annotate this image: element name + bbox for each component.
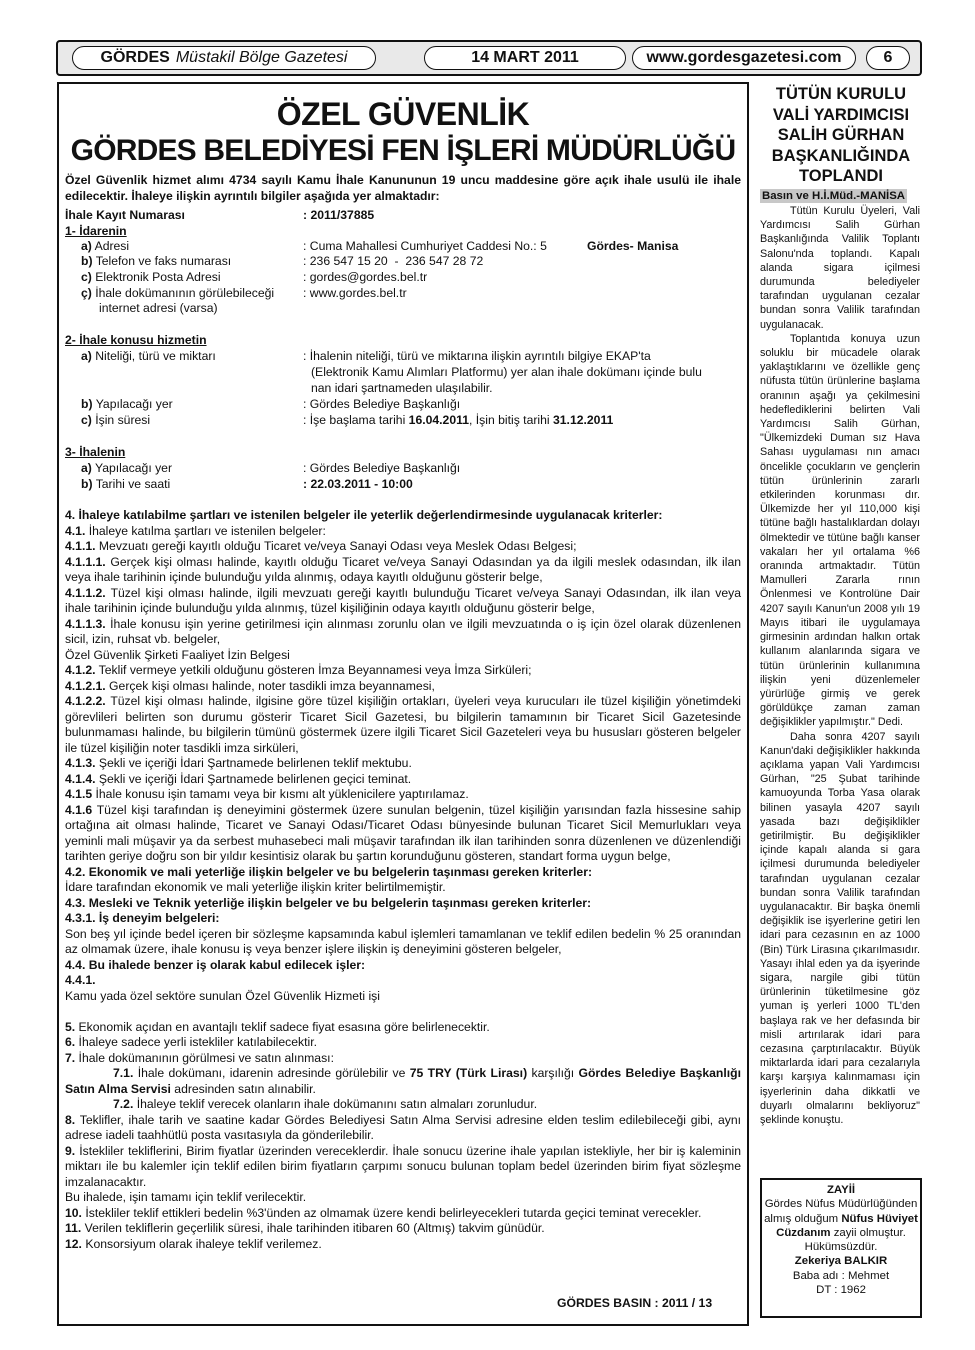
s4113-extra: Özel Güvenlik Şirketi Faaliyet İzin Belgesi	[65, 647, 290, 662]
sec2-b-value: : Gördes Belediye Başkanlığı	[303, 397, 461, 411]
sec1-a-value: : Cuma Mahallesi Cumhuriyet Caddesi No.: 5	[303, 239, 547, 253]
brand-tagline: Müstakil Bölge Gazetesi	[175, 49, 348, 66]
s441-text: Kamu yada özel sektöre sunulan Özel Güvenlik Hizmeti işi	[65, 988, 380, 1003]
sec2-c-label: c) İşin süresi	[81, 413, 151, 427]
s431-text: Son beş yıl içinde bedel içeren bir sözleşme kapsamında kabul işlemleri tamamlanan ve teklif edilen bedelin % 25 oranından az olmamak üzere, ihale konusu iş veya benzer işlere ilişkin iş deneyimini gösteren belgeler,	[65, 926, 741, 956]
lost-document-notice	[760, 1178, 922, 1318]
s7: 7. İhale dokümanının görülmesi ve satın alınması:	[65, 1050, 334, 1065]
side-paragraph: Tütün Kurulu Üyeleri, Vali Yardımcısı Salih Gürhan Başkanlığında Valilik Toplantı Salonu'nda toplandı. Kapalı alanda sigara içilmesi durumunda belediyeler tarafından uygulanan cezalar bundan sonra Valilik tarafından uygulanacak.	[760, 205, 920, 331]
sec2-a-label: a) Niteliği, türü ve miktarı	[81, 349, 216, 363]
press-code: GÖRDES BASIN : 2011 / 13	[557, 1296, 713, 1310]
side-title-line: BAŞKANLIĞINDA	[771, 146, 911, 165]
s413: 4.1.3. Şekli ve içeriği İdari Şartnamede belirlenen teklif mektubu.	[65, 756, 412, 770]
s10: 10. İstekliler teklif ettikleri bedelin %3'ünden az olmamak üzere kendi belirleyecekleri tutarda geçici teminat verecekler.	[65, 1205, 702, 1220]
zayi-title: ZAYİİ	[826, 1184, 856, 1196]
side-title-line: VALİ YARDIMCISI	[772, 105, 910, 124]
s411: 4.1.1. Mevzuatı gereği kayıtlı olduğu Ticaret ve/veya Sanayi Odası veya Meslek Odası Belgesi;	[65, 539, 577, 553]
sec3-b-label: b) Tarihi ve saati	[81, 477, 171, 491]
sec1-d-label: ç) İhale dokümanının görülebileceği	[81, 286, 275, 300]
sec3-a-label: a) Yapılacağı yer	[81, 461, 173, 475]
sec3-b-value: : 22.03.2011 - 10:00	[303, 477, 413, 491]
brand-name: GÖRDES	[100, 49, 170, 66]
s4-title: 4. İhaleye katılabilme şartları ve istenilen belgeler ile yeterlik değerlendirmesinde uygulanacak kriterler:	[65, 508, 663, 522]
s415: 4.1.5 İhale konusu işin tamamı veya bir kısmı alt yüklenicilere yaptırılamaz.	[65, 787, 469, 801]
s12: 12. Konsorsiyum olarak ihaleye teklif verilemez.	[65, 1236, 322, 1251]
s441-num: 4.4.1.	[65, 973, 96, 987]
kayit-value: : 2011/37885	[303, 208, 375, 222]
s6: 6. İhaleye sadece yerli istekliler katılabilecektir.	[65, 1035, 317, 1049]
sec1-c-value: : gordes@gordes.bel.tr	[303, 270, 428, 284]
s4122: 4.1.2.2. Tüzel kişi olması halinde, ilgisine göre tüzel kişiliğin ortakları, üyeleri veya kurucuları ile tüzel kişiliğin yönetimdeki görevlileri belirten son durumu gösterir Ticaret Sicil Gazetesi, bu bilgilerin tamamının bir Ticaret Sicil Gazetesinde bulunmaması halinde, bu bilgilerin tümünü göstermek üzere ilgili Ticaret Sicil Gazeteleri veya bu hususları gösteren belgeler ile tüzel kişiliğin noter tasdikli imza sirküleri,	[65, 694, 741, 755]
kayit-label: İhale Kayıt Numarası	[65, 208, 185, 222]
s4111: 4.1.1.1. Gerçek kişi olması halinde, kayıtlı olduğu Ticaret ve/veya Sanayi Odasından ya da ilgili meslek odasından, ilk ilan veya ihale tarihinin içinde bulunduğu yılda alınmış, odaya kayıtlı olduğunu gösterir belge,	[65, 554, 741, 584]
s41: 4.1. İhaleye katılma şartları ve istenilen belgeler:	[65, 523, 326, 538]
tender-notice	[57, 82, 749, 1326]
zayi-text: Gördes Nüfus Müdürlüğünden almış olduğum Nüfus Hüviyet Cüzdanım zayii olmuştur. Hükümsüzdür.	[764, 1198, 918, 1254]
sec3-a-value: : Gördes Belediye Başkanlığı	[303, 461, 461, 475]
s9: 9. İstekliler tekliflerini, Birim fiyatlar üzerinden vereceklerdir. İhale sonucu üzerine ihale yapılan istekliyle, her bir iş kaleminin miktarı ile bu kalemler için teklif edilen birim fiyatların çarpımı sonucu bulunan toplam bedel üzerinden birim fiyat sözleşme imzalanacaktır.	[65, 1143, 741, 1189]
s431-title: 4.3.1. İş deneyim belgeleri:	[65, 911, 220, 925]
issue-date: 14 MART 2011	[424, 46, 626, 70]
sec2-a-value-1: : İhalenin niteliği, türü ve miktarına ilişkin ayrıntılı bilgiye EKAP'ta	[303, 349, 651, 363]
masthead-pill	[72, 46, 376, 70]
s71: 7.1. İhale dokümanı, idarenin adresinde görülebilir ve 75 TRY (Türk Lirası) karşılığı Gördes Belediye Başkanlığı Satın Alma Servisi adresinden satın alınabilir.	[65, 1066, 741, 1096]
sec1-d-value: : www.gordes.bel.tr	[303, 286, 407, 300]
sec2-a-value-2: (Elektronik Kamu Alımları Platformu) yer alan ihale dokümanı içinde bulu	[311, 365, 702, 379]
s414: 4.1.4. Şekli ve içeriği İdari Şartnamede belirlenen geçici teminat.	[65, 771, 412, 786]
side-title-line: TOPLANDI	[798, 167, 884, 185]
s42-text: İdare tarafından ekonomik ve mali yeterliğe ilişkin kriter belirtilmemiştir.	[65, 880, 446, 894]
section-1-title: 1- İdarenin	[65, 224, 127, 238]
side-paragraph: Daha sonra 4207 sayılı Kanun'daki değişiklikler hakkında açıklama yapan Vali Yardımcısı Gürhan, "25 Şubat tarihinde kamuoyunda Torba Yasa olarak bilinen yasayla 4207 sayılı yasada bazı değişiklikler getirilmiştir. Bu değişiklikler içinde kapalı alanda si gara içilmesi durumunda belediyeler tarafından uygulanan cezalar bundan sonra Valilik tarafından uygulanacaktır. Bir başka önemli değişiklik ise işyerlerine getiri len idari para cezasının en az 1000 (Bin) Türk Lirasına çıkarılmasıdır. Yasayı ihlal eden ya da işyerinde sigara, nargile gibi tütün ürünlerinin tüketilmesine göz yuman iş yerleri 1000 TL'den başlaya rak ve her defasında bir misli artırılarak idari para cezasına çarptırılacaktır. Büyük miktarlarda idari para cezalarıyla karşı karşıya kalınmaması için işyerlerinin daha dikkatli ve duyarlı olmalarını bekliyoruz" şeklinde konuştu.	[760, 730, 920, 1126]
s44-title: 4.4. Bu ihalede benzer iş olarak kabul edilecek işler:	[65, 957, 366, 972]
s9-extra: Bu ihalede, işin tamamı için teklif verilecektir.	[65, 1190, 307, 1204]
page-number: 6	[866, 46, 910, 70]
page-header	[56, 40, 922, 76]
side-title-line: TÜTÜN KURULU	[775, 85, 907, 103]
sec1-b-value: : 236 547 15 20 - 236 547 28 72	[303, 254, 484, 268]
s412: 4.1.2. Teklif vermeye yetkili olduğunu gösteren İmza Beyannamesi veya İmza Sirküleri;	[65, 663, 532, 677]
side-article-title	[758, 84, 924, 187]
side-article-body	[760, 204, 920, 1127]
sec1-b-label: b) Telefon ve faks numarası	[81, 254, 232, 268]
side-source: Basın ve H.İ.Müd.-MANİSA	[762, 190, 906, 202]
s4112: 4.1.1.2. Tüzel kişi olması halinde, ilgili mevzuatı gereği kayıtlı bulunduğu Ticaret ve/veya Sanayi Odasından, ilk ilan veya ihale tarihinin içinde bulunduğu yılda alınmış, tüzel kişiliğinin odaya kayıtlı olduğunu gösterir belge,	[65, 585, 741, 615]
s416: 4.1.6 Tüzel kişi tarafından iş deneyimini göstermek üzere sunulan belgenin, tüzel kişiliğin yarısından fazla hissesine sahip ortağına ait olması halinde, Ticaret ve Sanayi Odası/Ticaret Odası bünyesinde bulunan Ticaret Sicil Memurlukları veya yeminli mali müşavir ya da serbest muhasebeci mali müşavir tarafından ilk ilan tarihinden sonra düzenlenen ve düzenlendiği tarihten geriye doğru son bir yıldır kesintisiz olarak bu şartın korunduğunu gösteren, standart forma uygun belge,	[65, 802, 741, 863]
s72: 7.2. İhaleye teklif verecek olanların ihale dokümanını satın almaları zorunludur.	[113, 1097, 538, 1111]
sec2-b-label: b) Yapılacağı yer	[81, 397, 173, 411]
notice-intro: Özel Güvenlik hizmet alımı 4734 sayılı Kamu İhale Kanununun 19 uncu maddesine göre açık ihale usulü ile ihale edilecektir. İhaleye ilişkin ayrıntılı bilgiler aşağıda yer almaktadır:	[65, 173, 741, 203]
sec1-d-label-2: internet adresi (varsa)	[99, 301, 218, 315]
notice-subtitle: GÖRDES BELEDİYESİ FEN İŞLERİ MÜDÜRLÜĞÜ	[70, 134, 736, 167]
notice-title: ÖZEL GÜVENLİK	[276, 96, 530, 132]
zayi-father: Baba adı : Mehmet	[792, 1269, 890, 1282]
s4113: 4.1.1.3. İhale konusu işin yerine getirilmesi için alınması zorunlu olan ve ilgili mevzuatında o iş için özel olarak düzenlenen sicil, izin, ruhsat vb. belgeler,	[65, 616, 741, 646]
website-link[interactable]: www.gordesgazetesi.com	[632, 46, 856, 70]
zayi-birth: DT : 1962	[816, 1284, 866, 1297]
s4121: 4.1.2.1. Gerçek kişi olması halinde, noter tasdikli imza beyannamesi,	[65, 678, 435, 693]
sec1-a-label: a) Adresi	[81, 239, 130, 253]
s42-title: 4.2. Ekonomik ve mali yeterliğe ilişkin belgeler ve bu belgelerin taşınması gereken kriterler:	[65, 864, 592, 879]
sec1-a-city: Gördes- Manisa	[587, 239, 679, 253]
s11: 11. Verilen tekliflerin geçerlilik süresi, ihale tarihinden itibaren 60 (Altmış) takvim günüdür.	[65, 1221, 545, 1235]
s5: 5. Ekonomik açıdan en avantajlı teklif sadece fiyat esasına göre belirlenecektir.	[65, 1019, 490, 1034]
side-paragraph: Toplantıda konuya uzun soluklu bir mücadele olarak yaklaştıklarını ve özellikle genç nüfusta tütün ürünlerine başlama oranının aşağı ya çekilmesini hedeflediklerini belirten Vali Yardımcısı Salih Gürhan, "Ülkemizdeki Duman sız Hava Sahası uygulaması nın amacı öncelikle çocukların ve gençlerin tütün ürünlerinin zararlı etkilerinden korunması dır. Ülkemizde her yıl 110,000 kişi tütüne bağlı hastalıklardan dolayı ölmektedir ve tütüne bağlı kanser vakaları her yıl ortalama %6 oranında artmaktadır. Tütün Mamulleri Zararla rının Önlenmesi ve Kontrolüne Dair 4207 sayılı Kanun'un 2008 yılı 19 Mayıs itibari ile uygulamaya girmesinin ardından halkın ortak kullanım alanlarında sigara ve tütün ürünlerinin kullanımına ilişkin yeni düzenlemeler yürürlüğe girmiş ve gerek görüldükçe zaman zaman değişiklikler yapılmıştır." Dedi.	[760, 332, 920, 729]
notice-body	[65, 508, 741, 1252]
s8: 8. Teklifler, ihale tarih ve saatine kadar Gördes Belediyesi Satın Alma Servisi adresine elden teslim edilebileceği gibi, aynı adrese iadeli taahhütlü posta vasıtasıyla da gönderilebilir.	[65, 1112, 741, 1142]
sec2-c-value: : İşe başlama tarihi 16.04.2011, İşin bitiş tarihi 31.12.2011	[303, 413, 614, 427]
sec2-a-value-3: nan idari şartnameden ulaşılabilir.	[311, 381, 493, 395]
s43-title: 4.3. Mesleki ve Teknik yeterliğe ilişkin belgeler ve bu belgelerin taşınması gereken kriterler:	[65, 895, 592, 910]
side-title-line: SALİH GÜRHAN	[777, 126, 905, 144]
section-3-title: 3- İhalenin	[65, 445, 126, 459]
zayi-name: Zekeriya BALKIR	[794, 1255, 888, 1268]
section-2-title: 2- İhale konusu hizmetin	[65, 333, 207, 347]
sec1-c-label: c) Elektronik Posta Adresi	[81, 270, 221, 284]
